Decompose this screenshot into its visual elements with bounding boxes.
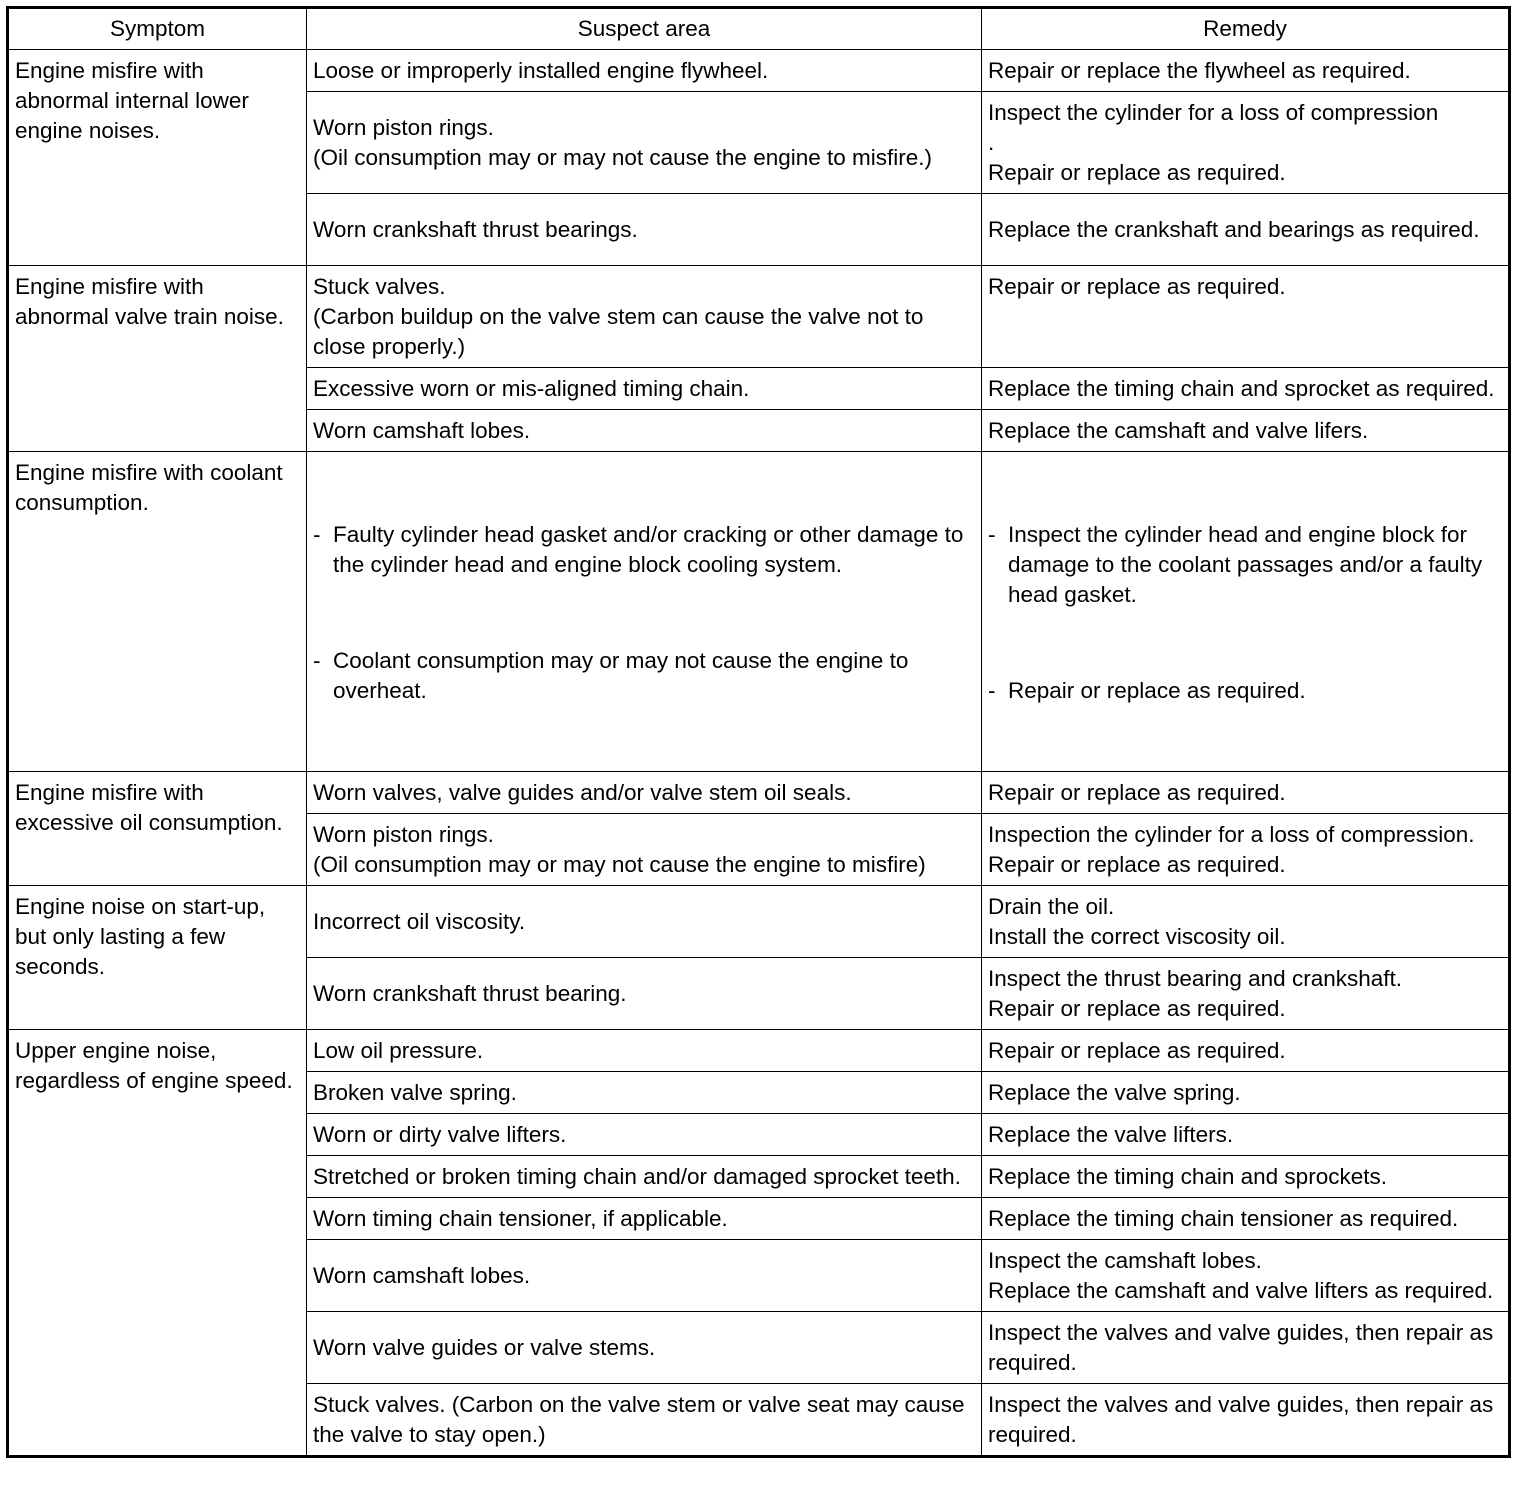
remedy-cell: Repair or replace as required. (982, 266, 1510, 368)
header-remedy: Remedy (982, 8, 1510, 50)
suspect-cell: Worn crankshaft thrust bearing. (307, 958, 982, 1030)
symptom-cell: Upper engine noise, regardless of engine speed. (8, 1030, 307, 1457)
suspect-dash-list (313, 490, 975, 736)
header-suspect-area: Suspect area (307, 8, 982, 50)
table-row (8, 1030, 1510, 1072)
remedy-cell: Repair or replace the flywheel as required. (982, 50, 1510, 92)
remedy-cell: Replace the valve spring. (982, 1072, 1510, 1114)
header-row (8, 8, 1510, 50)
suspect-cell: Low oil pressure. (307, 1030, 982, 1072)
remedy-cell: Repair or replace as required. (982, 1030, 1510, 1072)
remedy-cell: Inspect the valves and valve guides, then repair as required. (982, 1312, 1510, 1384)
suspect-cell: Excessive worn or mis-aligned timing chain. (307, 368, 982, 410)
remedy-cell: Replace the timing chain and sprocket as required. (982, 368, 1510, 410)
symptom-cell: Engine misfire with excessive oil consumption. (8, 772, 307, 886)
suspect-cell: Broken valve spring. (307, 1072, 982, 1114)
suspect-cell: Worn or dirty valve lifters. (307, 1114, 982, 1156)
symptom-cell: Engine misfire with abnormal internal lower engine noises. (8, 50, 307, 266)
remedy-cell: Drain the oil. Install the correct viscosity oil. (982, 886, 1510, 958)
remedy-cell: Inspect the thrust bearing and crankshaft. Repair or replace as required. (982, 958, 1510, 1030)
table-row (8, 772, 1510, 814)
suspect-cell: Worn crankshaft thrust bearings. (307, 194, 982, 266)
remedy-dash-list (988, 490, 1502, 736)
table-row (8, 50, 1510, 92)
symptom-cell: Engine misfire with coolant consumption. (8, 452, 307, 772)
remedy-cell: Inspection the cylinder for a loss of compression. Repair or replace as required. (982, 814, 1510, 886)
remedy-cell: Inspect the valves and valve guides, then repair as required. (982, 1384, 1510, 1457)
remedy-cell: Replace the valve lifters. (982, 1114, 1510, 1156)
suspect-cell: Worn camshaft lobes. (307, 410, 982, 452)
table-row (8, 886, 1510, 958)
suspect-cell: Worn valve guides or valve stems. (307, 1312, 982, 1384)
symptom-cell: Engine noise on start-up, but only lasting a few seconds. (8, 886, 307, 1030)
suspect-cell (307, 452, 982, 772)
suspect-cell: Worn piston rings. (Oil consumption may or may not cause the engine to misfire) (307, 814, 982, 886)
list-item: - Coolant consumption may or may not cause the engine to overheat. (313, 646, 975, 706)
list-item: - Repair or replace as required. (988, 676, 1502, 706)
suspect-cell: Stuck valves. (Carbon buildup on the valve stem can cause the valve not to close properly.) (307, 266, 982, 368)
remedy-cell: Replace the timing chain and sprockets. (982, 1156, 1510, 1198)
list-item: - Inspect the cylinder head and engine block for damage to the coolant passages and/or a faulty head gasket. (988, 520, 1502, 610)
remedy-cell: Replace the timing chain tensioner as required. (982, 1198, 1510, 1240)
remedy-cell (982, 452, 1510, 772)
table-row (8, 452, 1510, 772)
suspect-cell: Stuck valves. (Carbon on the valve stem or valve seat may cause the valve to stay open.) (307, 1384, 982, 1457)
remedy-cell: Inspect the camshaft lobes. Replace the camshaft and valve lifters as required. (982, 1240, 1510, 1312)
remedy-cell: Repair or replace as required. (982, 772, 1510, 814)
header-symptom: Symptom (8, 8, 307, 50)
suspect-cell: Worn timing chain tensioner, if applicable. (307, 1198, 982, 1240)
remedy-cell: Replace the camshaft and valve lifers. (982, 410, 1510, 452)
suspect-cell: Loose or improperly installed engine flywheel. (307, 50, 982, 92)
suspect-cell: Worn camshaft lobes. (307, 1240, 982, 1312)
diagnosis-table (6, 6, 1511, 1458)
suspect-cell: Stretched or broken timing chain and/or damaged sprocket teeth. (307, 1156, 982, 1198)
suspect-cell: Worn valves, valve guides and/or valve stem oil seals. (307, 772, 982, 814)
list-item: - Faulty cylinder head gasket and/or cracking or other damage to the cylinder head and engine block cooling system. (313, 520, 975, 580)
remedy-cell: Replace the crankshaft and bearings as required. (982, 194, 1510, 266)
symptom-cell: Engine misfire with abnormal valve train noise. (8, 266, 307, 452)
remedy-cell: Inspect the cylinder for a loss of compression . Repair or replace as required. (982, 92, 1510, 194)
table-row (8, 266, 1510, 368)
suspect-cell: Incorrect oil viscosity. (307, 886, 982, 958)
suspect-cell: Worn piston rings. (Oil consumption may or may not cause the engine to misfire.) (307, 92, 982, 194)
